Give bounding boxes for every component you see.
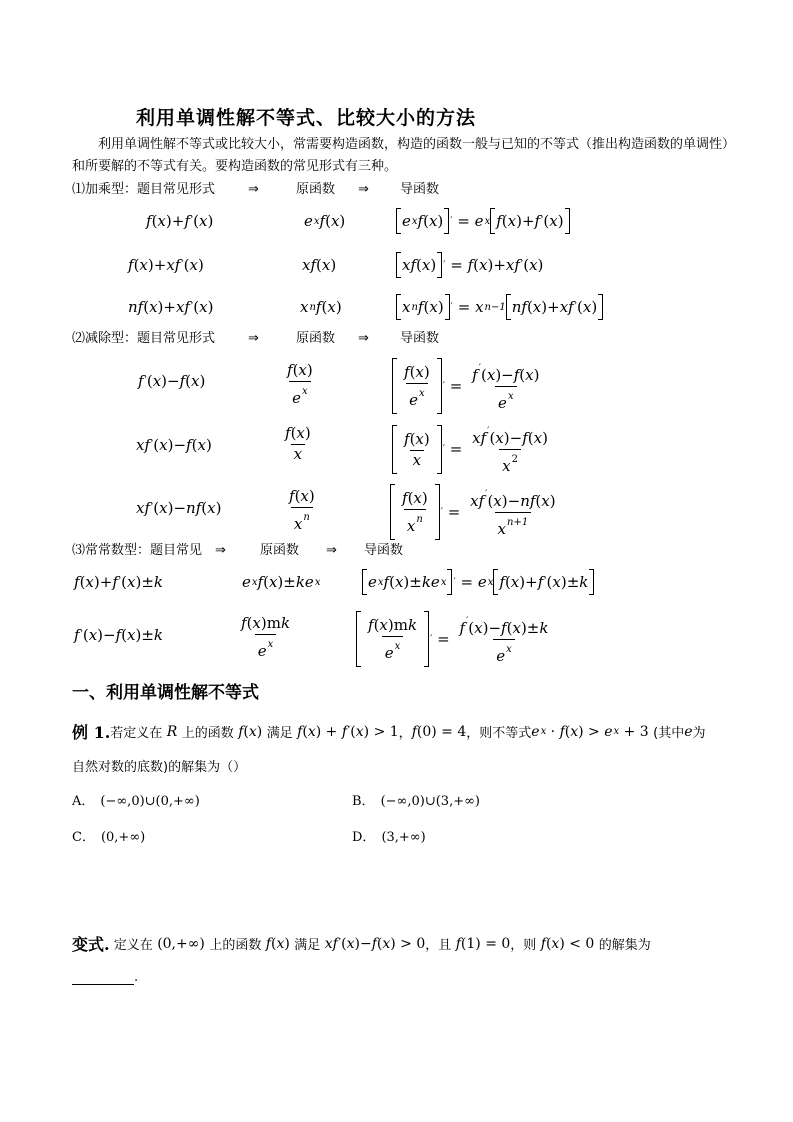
type2-heading: ⑵减除型：题目常见形式 <box>72 331 216 346</box>
option-a-value: (−∞,0)∪(0,+∞) <box>100 794 200 809</box>
variant-end: . <box>134 970 139 985</box>
formula-1-2: e x f ( x ) <box>304 212 346 230</box>
option-a-label: A． <box>72 794 95 809</box>
variant-line1: 变式. 定义在 (0,+∞) 上的函数 f ( x ) 满足 xf ′ ( x )− f ( x ) > 0 ，且 f (1) = 0 ，则 f ( x ) < 0 的解集为 <box>72 932 651 955</box>
formula-4-2: $\frac{f(x)}{e^x}$ <box>287 361 313 407</box>
example-1-text-5: ，则不等式 <box>466 726 532 741</box>
example-1-text-6: (其中 <box>653 726 685 741</box>
formula-1-1: f ( x )+ f ′ ( x ) <box>146 212 214 230</box>
example-1-text-7: 为 <box>692 726 706 741</box>
formula-2-2: xf ( x ) <box>302 256 337 274</box>
formula-7-1: f ( x )+ f ′ ( x )± k <box>74 573 163 591</box>
formula-8-1: f ′ ( x )− f ( x )± k <box>74 626 163 644</box>
example-1-line1: 例 1. 若定义在 R 上的函数 f ( x ) 满足 f ( x ) + f ′ ( x ) > 1 ， f (0) = 4 ，则不等式 e x · f ( x ) > e x + 3 (其中 e 为 <box>72 720 706 743</box>
answer-blank[interactable] <box>72 970 134 985</box>
formula-7-3: e x f ( x )± ke x ′ = e x f ( x )+ f ′ ( x )± k <box>362 573 594 591</box>
option-c-value: (0,+∞) <box>100 830 146 845</box>
variant-text-5: ，则 <box>510 938 537 953</box>
type2-arrow-2: ⇒ <box>358 331 369 346</box>
type3-arrow-1: ⇒ <box>215 543 226 558</box>
option-c <box>72 826 145 845</box>
formula-5-1: xf ′ ( x )− f ( x ) <box>136 436 212 454</box>
formula-4-3: $\frac{f(x)}{e^x}$ ′ = $\frac{f'(x)-f(x)}{e^x}$ <box>392 360 544 412</box>
type1-arrow-1: ⇒ <box>248 182 259 197</box>
formula-8-2: $\frac{f(x)mk}{e^x}$ <box>241 614 291 660</box>
variant-text-1: 定义在 <box>113 938 153 953</box>
type1-arrow-2: ⇒ <box>358 182 369 197</box>
formula-2-3: xf ( x ) ′ = f ( x )+ xf ′ ( x ) <box>396 256 543 274</box>
formula-4-1: f ′ ( x )− f ( x ) <box>138 372 206 390</box>
type1-heading-row <box>72 179 215 201</box>
section-heading: 一、利用单调性解不等式 <box>72 683 259 703</box>
option-b-value: (−∞,0)∪(3,+∞) <box>380 794 480 809</box>
type1-col2-label: 原函数 <box>296 182 336 197</box>
type3-arrow-2: ⇒ <box>326 543 337 558</box>
type2-col3-label: 导函数 <box>400 331 440 346</box>
example-1-text-3: 满足 <box>266 726 293 741</box>
type3-col3-label: 导函数 <box>364 543 404 558</box>
example-1-text-4: ， <box>398 726 412 741</box>
variant-text-4: ，且 <box>425 938 452 953</box>
type2-col2-label: 原函数 <box>296 331 336 346</box>
variant-text-6: 的解集为 <box>598 938 651 953</box>
option-a <box>72 790 200 809</box>
example-1-text-1: 若定义在 <box>110 726 163 741</box>
type3-col2-label: 原函数 <box>260 543 300 558</box>
type1-heading: ⑴加乘型：题目常见形式 <box>72 182 216 197</box>
formula-8-3: $\frac{f(x)mk}{e^x}$ ′ = $\frac{f'(x)-f(x)\pm k}{e^x}$ <box>356 613 553 665</box>
formula-5-2: $\frac{f(x)}{x}$ <box>285 424 311 463</box>
example-1-line2: 自然对数的底数)的解集为（） <box>72 760 247 775</box>
formula-6-1: xf ′ ( x )− nf ( x ) <box>136 499 222 517</box>
type2-arrow-1: ⇒ <box>248 331 259 346</box>
variant-line2 <box>72 970 138 985</box>
formula-2-1: f ( x )+ xf ′ ( x ) <box>128 256 204 274</box>
example-1-text-2: 上的函数 <box>181 726 234 741</box>
option-c-label: C． <box>72 830 95 845</box>
variant-text-3: 满足 <box>294 938 321 953</box>
option-d <box>352 826 426 845</box>
formula-5-3: $\frac{f(x)}{x}$ ′ = $\frac{xf'(x)-f(x)}{x^2}$ <box>392 423 553 475</box>
formula-1-3: e x f ( x ) ′ = e x f ( x )+ f ′ ( x ) <box>396 212 570 230</box>
option-d-label: D． <box>352 830 376 845</box>
formula-3-1: nf ( x )+ xf ′ ( x ) <box>128 298 214 316</box>
option-b-label: B． <box>352 794 375 809</box>
formula-6-2: $\frac{f(x)}{x^n}$ <box>289 487 315 533</box>
formula-3-2: x n f ( x ) <box>300 298 342 316</box>
example-1-label: 例 1. <box>72 723 111 742</box>
page-title: 利用单调性解不等式、比较大小的方法 <box>136 107 477 129</box>
type3-heading: ⑶常常数型：题目常见 <box>72 543 203 558</box>
option-d-value: (3,+∞) <box>381 830 426 845</box>
variant-label: 变式. <box>72 935 110 954</box>
formula-7-2: e x f ( x )± ke x <box>242 573 321 591</box>
type1-col3-label: 导函数 <box>400 182 440 197</box>
option-b <box>352 790 480 809</box>
variant-text-2: 上的函数 <box>209 938 262 953</box>
intro-paragraph: 利用单调性解不等式或比较大小，常需要构造函数，构造的函数一般与已知的不等式（推出构造函数的单调性）和所要解的不等式有关。要构造函数的常见形式有三种。 <box>72 137 729 174</box>
formula-6-3: $\frac{f(x)}{x^n}$ ′ = $\frac{xf'(x)-nf(x)}{x^{n+1}}$ <box>390 486 561 538</box>
formula-3-3: x n f ( x ) ′ = x n−1 nf ( x )+ xf ′ ( x ) <box>396 298 603 316</box>
